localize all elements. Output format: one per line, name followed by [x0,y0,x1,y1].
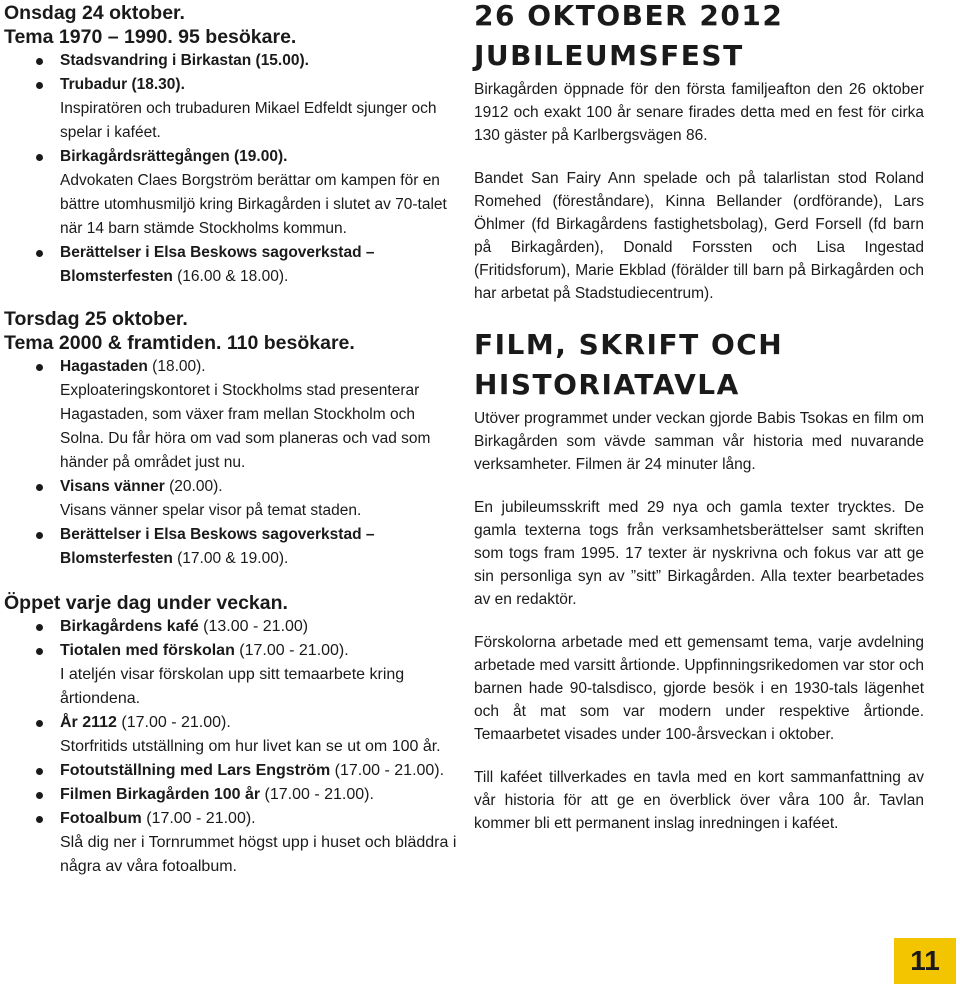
paragraph: Till kaféet tillverkades en tavla med en kort sammanfattning av vår historia för att ge en överblick över våra 100 år. Tavlan kommer bli ett permanent inslag inredningen i kaféet. [474,769,924,832]
day-heading: Torsdag 25 oktober. [4,308,188,330]
event-item: Trubadur (18.30). Inspiratören och trubaduren Mikael Edfeldt sjunger och spelar i kaféet. [4,73,460,145]
day-thursday [4,307,460,571]
day-heading: Onsdag 24 oktober. [4,2,185,24]
event-item: Berättelser i Elsa Beskows sagoverkstad – Blomsterfesten (17.00 & 19.00). [4,523,460,571]
paragraph: Utöver programmet under veckan gjorde Babis Tsokas en film om Birkagården som vävde samman vår historia med nuvarande verksamheter. Filmen är 24 minuter lång. [474,410,924,473]
open-every-day [4,591,460,879]
program-column [4,0,460,879]
event-item: År 2112 (17.00 - 21.00). Storfritids utställning om hur livet kan se ut om 100 år. [4,711,460,759]
day-theme: Tema 2000 & framtiden. 110 besökare. [4,332,355,354]
paragraph: Bandet San Fairy Ann spelade och på talarlistan stod Roland Romehed (föreståndare), Kinna Bellander (ordförande), Lars Öhlmer (fd Birkagårdens fastighetsbolag), Gerd Forsell (fd barn på Birkagården), Donald Forssten och Lisa Ingestad (Fritidsforum), Marie Ekblad (förälder till barn på Birkagården och har arbetat på Stadstudiecentrum). [474,170,924,302]
day-wednesday [4,0,460,289]
article-column [474,0,924,835]
event-item: Birkagårdsrättegången (19.00). Advokaten Claes Borgström berättar om kampen för en bättre utomhusmiljö kring Birkagården i slutet av 70-talet när 14 barn stämde Stockholms kommun. [4,145,460,241]
event-item: Birkagårdens kafé (13.00 - 21.00) [4,615,460,639]
event-item: Berättelser i Elsa Beskows sagoverkstad – Blomsterfesten (16.00 & 18.00). [4,241,460,289]
event-item: Visans vänner (20.00). Visans vänner spelar visor på temat staden. [4,475,460,523]
event-item: Hagastaden (18.00). Exploateringskontoret i Stockholms stad presenterar Hagastaden, som växer fram mellan Stockholm och Solna. Du får höra om vad som planeras och vad som händer på området just nu. [4,355,460,475]
event-item: Fotoutställning med Lars Engström (17.00 - 21.00). [4,759,460,783]
paragraph: Birkagården öppnade för den första familjeafton den 26 oktober 1912 och exakt 100 år senare firades detta med en fest för cirka 130 gäster på Karlbergsvägen 86. [474,81,924,144]
event-item: Tiotalen med förskolan (17.00 - 21.00). I ateljén visar förskolan upp sitt temaarbete kring årtiondena. [4,639,460,711]
day-heading: Öppet varje dag under veckan. [4,592,288,614]
section-heading: FILM, SKRIFT OCH HISTORIATAVLA [474,328,784,401]
event-item: Fotoalbum (17.00 - 21.00). Slå dig ner i Tornrummet högst upp i huset och bläddra i några av våra fotoalbum. [4,807,460,879]
section-heading: 26 OKTOBER 2012 JUBILEUMSFEST [474,0,784,72]
paragraph: En jubileumsskrift med 29 nya och gamla texter trycktes. De gamla texterna togs från verksamhetsberättelser samt skriften som togs fram 1995. 17 texter är nyskrivna och fokus var att ge sin personliga syn av ”sitt” Birkagården. Alla texter bearbetades av en redaktör. [474,499,924,608]
event-item: Stadsvandring i Birkastan (15.00). [4,49,460,73]
paragraph: Förskolorna arbetade med ett gemensamt tema, varje avdelning arbetade med varsitt årtionde. Uppfinningsrikedomen var stor och barnen hade 90-talsdisco, gjorde besök i en 1930-tals lägenhet och åt mat som var modern under respektive årtionde. Temaarbetet visades under 100-årsveckan i oktober. [474,634,924,743]
event-item: Filmen Birkagården 100 år (17.00 - 21.00). [4,783,460,807]
page-number: 11 [894,938,956,984]
day-theme: Tema 1970 – 1990. 95 besökare. [4,26,297,48]
